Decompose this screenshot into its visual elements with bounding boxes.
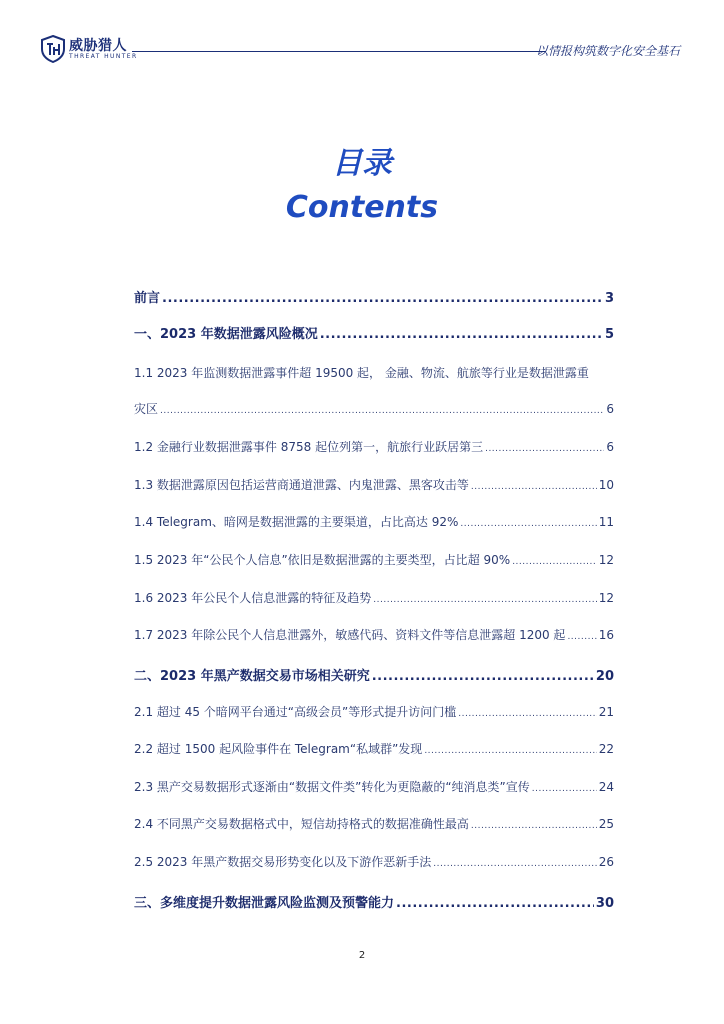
brand-name-cn: 威胁猎人 xyxy=(69,38,127,54)
header-divider xyxy=(132,51,546,52)
brand-logo xyxy=(40,34,138,64)
toc-entry-page: 16 xyxy=(598,628,614,642)
toc-entry-title: 前言 xyxy=(134,291,161,306)
toc-entry-1-5[interactable] xyxy=(134,551,614,573)
toc-leader xyxy=(424,746,596,756)
toc-entry-2-1[interactable] xyxy=(134,703,614,725)
toc-leader xyxy=(396,896,594,911)
header-slogan: 以情报构筑数字化安全基石 xyxy=(535,44,680,58)
toc-leader xyxy=(373,595,596,605)
toc-entry-title: 二、2023 年黑产数据交易市场相关研究 xyxy=(134,669,370,684)
toc-entry-page: 5 xyxy=(604,327,614,342)
toc-entry-page: 26 xyxy=(598,855,614,869)
toc-entry-1-1-line2[interactable] xyxy=(134,400,614,422)
toc-entry-1-2[interactable] xyxy=(134,438,614,460)
toc-entry-page: 10 xyxy=(598,478,614,492)
toc-entry-2-2[interactable] xyxy=(134,740,614,762)
toc-leader xyxy=(372,669,594,684)
toc-leader xyxy=(460,519,596,529)
toc-entry-page: 3 xyxy=(604,291,614,306)
toc-entry-page: 21 xyxy=(598,705,614,719)
toc-entry-section-2[interactable] xyxy=(134,665,614,687)
toc-entry-section-1[interactable] xyxy=(134,323,614,345)
toc-entry-title: 1.6 2023 年公民个人信息泄露的特征及趋势 xyxy=(134,591,372,605)
toc-leader xyxy=(162,291,603,306)
toc-entry-page: 20 xyxy=(595,669,614,684)
toc-leader xyxy=(160,406,604,416)
toc-entry-1-3[interactable] xyxy=(134,476,614,498)
toc-leader xyxy=(512,557,597,567)
toc-entry-title: 1.5 2023 年“公民个人信息”依旧是数据泄露的主要类型，占比超 90% xyxy=(134,553,511,567)
toc-entry-page: 12 xyxy=(598,553,614,567)
toc-entry-title: 三、多维度提升数据泄露风险监测及预警能力 xyxy=(134,896,395,911)
page-header xyxy=(40,34,680,64)
toc-leader xyxy=(471,821,597,831)
toc-entry-page: 25 xyxy=(598,817,614,831)
toc-entry-2-4[interactable] xyxy=(134,815,614,837)
toc-title-cn: 目录 xyxy=(332,146,392,181)
toc-title-en: Contents xyxy=(285,190,439,225)
toc-entry-section-3[interactable] xyxy=(134,892,614,914)
toc-entry-title: 2.2 超过 1500 起风险事件在 Telegram“私域群”发现 xyxy=(134,742,423,756)
toc-leader xyxy=(433,859,596,869)
toc-leader xyxy=(567,632,596,642)
toc-leader xyxy=(320,327,603,342)
toc-entry-title: 灾区 xyxy=(134,402,159,416)
toc-entry-1-7[interactable] xyxy=(134,626,614,648)
toc-entry-page: 30 xyxy=(595,896,614,911)
brand-name-en: THREAT HUNTER xyxy=(69,53,138,60)
toc-entry-title: 2.3 黑产交易数据形式逐渐由“数据文件类”转化为更隐蔽的“纯消息类”宣传 xyxy=(134,780,530,794)
toc-entry-page: 11 xyxy=(598,515,614,529)
toc-entry-1-6[interactable] xyxy=(134,589,614,611)
shield-logo-icon xyxy=(40,35,66,63)
toc-entry-2-3[interactable] xyxy=(134,778,614,800)
toc-entry-title: 2.4 不同黑产交易数据格式中，短信劫持格式的数据准确性最高 xyxy=(134,817,469,831)
toc-leader xyxy=(471,482,597,492)
toc-entry-title: 2.5 2023 年黑产数据交易形势变化以及下游作恶新手法 xyxy=(134,855,432,869)
toc-leader xyxy=(485,444,604,454)
toc-entry-title: 一、2023 年数据泄露风险概况 xyxy=(134,327,318,342)
toc-entry-page: 24 xyxy=(598,780,614,794)
toc-entry-page: 22 xyxy=(598,742,614,756)
toc-entry-title: 2.1 超过 45 个暗网平台通过“高级会员”等形式提升访问门槛 xyxy=(134,705,457,719)
toc-entry-title: 1.4 Telegram、暗网是数据泄露的主要渠道，占比高达 92% xyxy=(134,515,459,529)
page-number: 2 xyxy=(358,950,366,961)
toc-entry-page: 6 xyxy=(606,440,614,454)
toc-entry-1-4[interactable] xyxy=(134,513,614,535)
toc-entry-title: 1.2 金融行业数据泄露事件 8758 起位列第一，航旅行业跃居第三 xyxy=(134,440,484,454)
toc-entry-preface[interactable] xyxy=(134,287,614,309)
toc-leader xyxy=(532,784,597,794)
toc-entry-2-5[interactable] xyxy=(134,853,614,875)
toc-entry-1-1-line1[interactable]: 1.1 2023 年监测数据泄露事件超 19500 起， 金融、物流、航旅等行业是数据泄露重 xyxy=(134,366,589,380)
toc-entry-title: 1.7 2023 年除公民个人信息泄露外，敏感代码、资料文件等信息泄露超 1200 起 xyxy=(134,628,566,642)
toc-entry-page: 12 xyxy=(598,591,614,605)
toc-entry-page: 6 xyxy=(606,402,614,416)
toc-entry-title: 1.3 数据泄露原因包括运营商通道泄露、内鬼泄露、黑客攻击等 xyxy=(134,478,469,492)
toc-leader xyxy=(458,709,596,719)
